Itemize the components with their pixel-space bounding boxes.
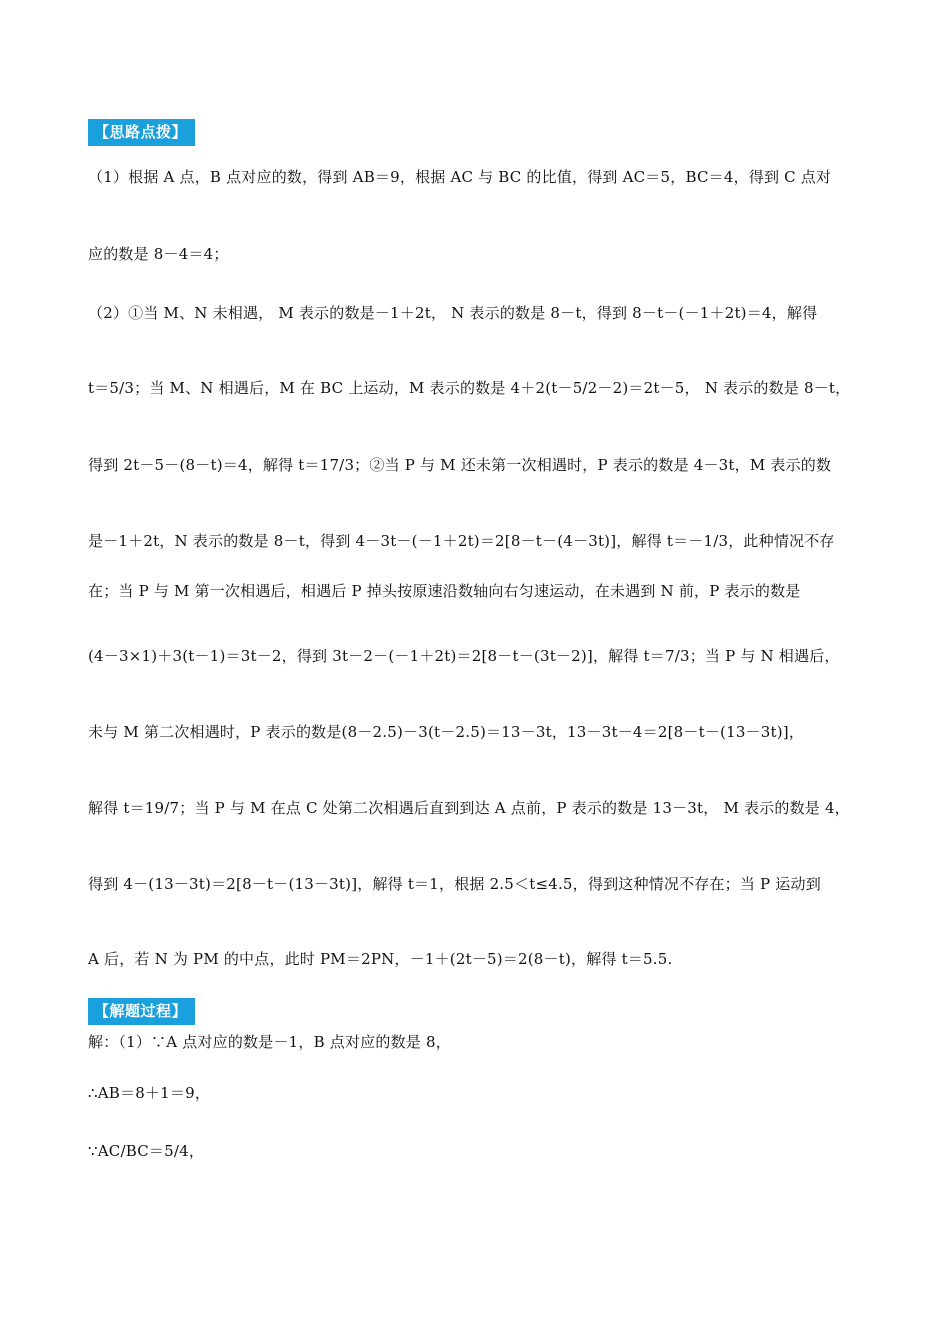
hint-line-7: 在；当 P 与 M 第一次相遇后，相遇后 P 掉头按原速沿数轴向右匀速运动，在未遇到 N 前，P 表示的数是 [88,582,801,600]
hint-line-10: 解得 t＝19/7；当 P 与 M 在点 C 处第二次相遇后直到到达 A 点前，P 表示的数是 13－3t， M 表示的数是 4， [88,799,850,817]
hint-section-title: 【思路点拨】 [88,119,195,146]
hint-line-1: （1）根据 A 点，B 点对应的数，得到 AB＝9，根据 AC 与 BC 的比值，得到 AC＝5，BC＝4，得到 C 点对 [88,168,832,186]
hint-line-8: (4－3×1)＋3(t－1)＝3t－2，得到 3t－2－(－1＋2t)＝2[8－t－(3t－2)]，解得 t＝7/3；当 P 与 N 相遇后， [88,647,840,665]
hint-line-9: 未与 M 第二次相遇时，P 表示的数是(8－2.5)－3(t－2.5)＝13－3t，13－3t－4＝2[8－t－(13－3t)]， [88,723,805,741]
hint-line-11: 得到 4－(13－3t)＝2[8－t－(13－3t)]，解得 t＝1，根据 2.5＜t≤4.5，得到这种情况不存在；当 P 运动到 [88,875,821,893]
solution-section-title: 【解题过程】 [88,998,195,1025]
solution-line-2: ∴AB＝8＋1＝9， [88,1084,211,1102]
hint-line-6: 是－1＋2t，N 表示的数是 8－t，得到 4－3t－(－1＋2t)＝2[8－t－(4－3t)]，解得 t＝－1/3，此种情况不存 [88,532,835,550]
hint-line-5: 得到 2t－5－(8－t)＝4，解得 t＝17/3；②当 P 与 M 还未第一次相遇时，P 表示的数是 4－3t，M 表示的数 [88,456,832,474]
hint-line-12: A 后，若 N 为 PM 的中点，此时 PM＝2PN，－1＋(2t－5)＝2(8－t)，解得 t＝5.5. [88,950,673,968]
hint-line-3: （2）①当 M、N 未相遇， M 表示的数是－1＋2t， N 表示的数是 8－t，得到 8－t－(－1＋2t)＝4，解得 [88,304,818,322]
solution-line-3: ∵AC/BC＝5/4， [88,1142,205,1160]
hint-line-4: t＝5/3；当 M、N 相遇后，M 在 BC 上运动，M 表示的数是 4＋2(t－5/2－2)＝2t－5， N 表示的数是 8－t， [88,379,851,397]
solution-line-1: 解：（1）∵A 点对应的数是－1，B 点对应的数是 8， [88,1033,451,1051]
hint-line-2: 应的数是 8－4＝4； [88,245,229,263]
